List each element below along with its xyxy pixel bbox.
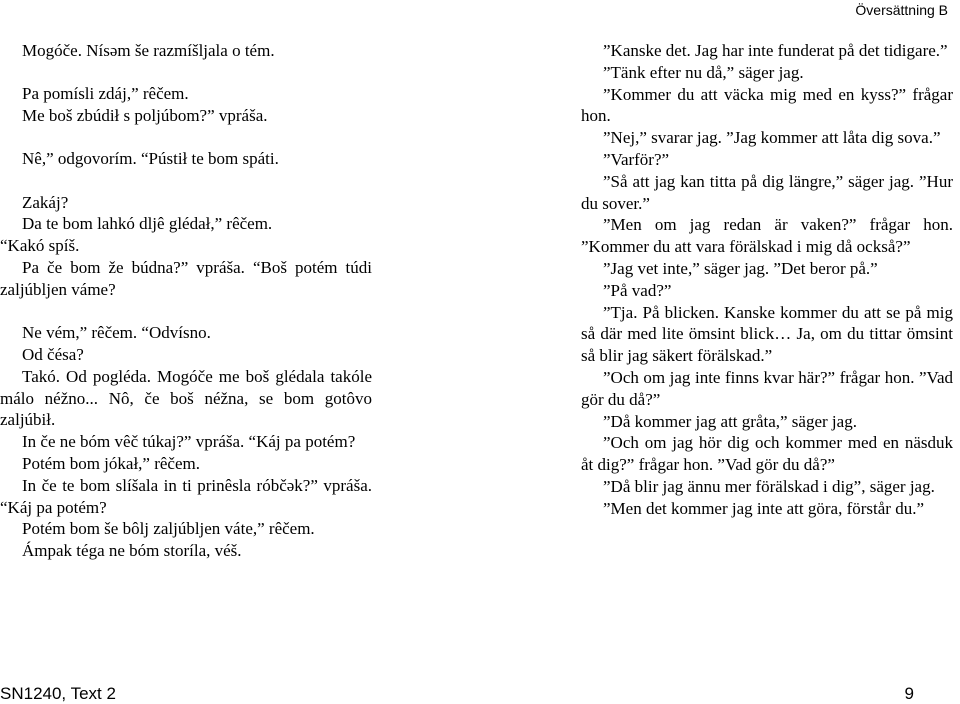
swedish-paragraph: ”På vad?” <box>603 280 672 300</box>
swedish-column <box>581 40 953 520</box>
slovene-paragraph: Da te bom lahkó dljê glédał,” rêčem. <box>22 214 273 234</box>
slovene-paragraph: Zakáj? <box>22 192 69 212</box>
slovene-paragraphs <box>0 40 372 562</box>
page-header-label: Översättning B <box>855 2 948 18</box>
swedish-paragraph: ”Och om jag hör dig och kommer med en näsduk åt dig?” frågar hon. ”Vad gör du då?” <box>581 433 953 475</box>
swedish-paragraph: ”Tänk efter nu då,” säger jag. <box>603 62 804 82</box>
slovene-paragraph: Mogóče. Nísǝm še razmíšljala o tém. <box>22 41 275 60</box>
swedish-paragraph: ”Varför?” <box>603 149 670 169</box>
slovene-paragraph: Potém bom še bôlj zaljúbljen váte,” rêčem. <box>22 519 315 539</box>
page-footer <box>0 684 960 702</box>
swedish-paragraph: ”Nej,” svarar jag. ”Jag kommer att låta dig sova.” <box>603 128 941 148</box>
footer-page-number: 9 <box>904 684 914 703</box>
slovene-paragraph: Ámpak téga ne bóm storíla, véš. <box>22 541 242 561</box>
swedish-paragraph: ”Då blir jag ännu mer förälskad i dig”, säger jag. <box>603 476 935 496</box>
swedish-paragraph: ”Men om jag redan är vaken?” frågar hon. ”Kommer du att vara förälskad i mig då också?” <box>581 215 953 257</box>
swedish-paragraph: ”Och om jag inte finns kvar här?” frågar hon. ”Vad gör du då?” <box>581 367 953 409</box>
swedish-paragraph: ”Kommer du att väcka mig med en kyss?” frågar hon. <box>581 84 953 126</box>
swedish-paragraph: ”Jag vet inte,” säger jag. ”Det beror på.” <box>603 258 878 278</box>
slovene-paragraph: In če te bom slíšala in ti prinêsla róbčǝk?” vpráša. “Káj pa potém? <box>0 475 372 517</box>
slovene-paragraph: Pa če bom že búdna?” vpráša. “Boš potém túdi zaljúbljen váme? <box>0 258 372 299</box>
slovene-column <box>0 40 372 562</box>
swedish-paragraphs <box>581 40 953 520</box>
slovene-paragraph: Takó. Od pogléda. Mogóče me boš glédala takóle málo néžno... Nô, če boš néžna, se bom gotôvo zaljúbił. <box>0 366 372 430</box>
swedish-paragraph: ”Kanske det. Jag har inte funderat på det tidigare.” <box>603 41 948 60</box>
slovene-paragraph: Me boš zbúdił s poljúbom?” vpráša. <box>22 106 268 126</box>
slovene-paragraph: Pa pomísli zdáj,” rêčem. <box>22 84 189 104</box>
swedish-paragraph: ”Då kommer jag att gråta,” säger jag. <box>603 411 857 431</box>
swedish-paragraph: ”Men det kommer jag inte att göra, förstår du.” <box>603 498 924 518</box>
slovene-paragraph: In če ne bóm vêč túkaj?” vpráša. “Káj pa potém? <box>22 432 356 452</box>
footer-course-code: SN1240, Text 2 <box>0 684 116 703</box>
slovene-paragraph: Od čésa? <box>22 344 84 364</box>
slovene-paragraph: Ne vém,” rêčem. “Odvísno. <box>22 323 211 343</box>
slovene-paragraph: “Kakó spíš. <box>0 236 80 256</box>
swedish-paragraph: ”Så att jag kan titta på dig längre,” säger jag. ”Hur du sover.” <box>581 171 953 213</box>
swedish-paragraph: ”Tja. På blicken. Kanske kommer du att se på mig så där med lite ömsint blick… Ja, om du tittar ömsint så blir jag säkert förälskad.” <box>581 302 953 366</box>
slovene-paragraph: Potém bom jókał,” rêčem. <box>22 453 200 473</box>
slovene-paragraph: Nê,” odgovorím. “Pústił te bom spáti. <box>22 149 279 169</box>
